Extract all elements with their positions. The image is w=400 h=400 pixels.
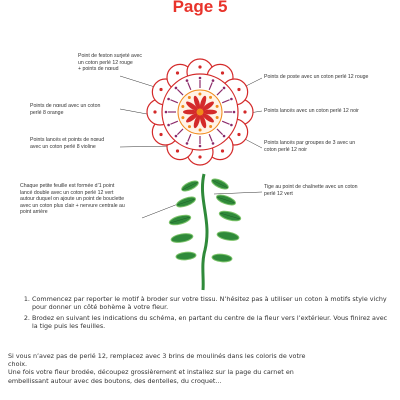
red-knot (221, 71, 224, 74)
label-feuille: Chaque petite feuille est formée d’1 point lancé double avec un coton perlé 12 vert autour duquel on ajoute un point de bouclette avec un coton plus clair + nervure centrale au point arrière (20, 183, 125, 216)
violine-knot (175, 87, 178, 90)
leaf (216, 230, 239, 242)
violine-knot (186, 142, 189, 145)
violine-knot (167, 124, 170, 127)
orange-knot (216, 105, 219, 108)
violine-knot (199, 77, 202, 80)
violine-knot (165, 111, 168, 114)
instruction-step: 2. Brodez en suivant les indications du schéma, en partant du centre de la fleur vers l’extérieur. Vous finirez avec la tige puis les feuilles. (32, 315, 392, 330)
instructions (14, 296, 392, 334)
pointer-feuille (142, 204, 178, 218)
orange-knot (209, 96, 212, 99)
label-lances-violine: Points lancés et points de nœud avec un coton perlé 8 violine (30, 137, 105, 150)
note-line: choix. (8, 360, 28, 369)
red-knot (243, 110, 246, 113)
note-line: Une fois votre fleur brodée, découpez grossièrement et installez sur la page du carnet en (8, 368, 294, 377)
red-knot (237, 88, 240, 91)
orange-knot (216, 116, 219, 119)
orange-knot (209, 125, 212, 128)
pointer-tige (214, 192, 262, 194)
label-tige: Tige au point de chaînette avec un coton perlé 12 vert (264, 184, 358, 197)
leaf (176, 251, 197, 260)
violine-knot (223, 87, 226, 90)
red-knot (176, 149, 179, 152)
note-line: embellissant autour avec des boutons, des dentelles, du croquet... (8, 376, 222, 385)
label-poste: Points de poste avec un coton perlé 12 rouge (264, 74, 369, 80)
red-knot (176, 71, 179, 74)
leaf (212, 253, 233, 262)
violine-knot (186, 79, 189, 82)
red-knot (159, 88, 162, 91)
label-feston: Point de feston surjeté avec un coton perlé 12 rouge + points de nœud (78, 53, 143, 73)
note-line: Si vous n’avez pas de perlé 12, remplacez avec 3 brins de moulinés dans les coloris de votre (8, 352, 306, 360)
violine-knot (230, 124, 233, 127)
red-knot (153, 110, 156, 113)
pointer-feston (120, 76, 158, 88)
orange-knot (199, 128, 202, 131)
stem (202, 174, 207, 290)
flower (147, 59, 253, 165)
label-noeud-orange: Points de nœud avec un coton perlé 8 orange (30, 103, 101, 116)
pointer-lances-violine (120, 146, 174, 147)
leaf (170, 232, 193, 244)
notes (8, 352, 396, 385)
orange-knot (181, 105, 184, 108)
violine-knot (175, 135, 178, 138)
orange-knot (188, 96, 191, 99)
violine-knot (233, 111, 236, 114)
red-knot (159, 133, 162, 136)
instruction-step: 1. Commencez par reporter le motif à broder sur votre tissu. N’hésitez pas à utiliser un coton à motifs style vichy pour donner un côté bohème à votre fleur. (32, 296, 392, 311)
red-knot (237, 133, 240, 136)
page-title: Page 5 (172, 0, 228, 16)
label-lances-groupes: Points lancés par groupes de 3 avec un coton perlé 12 noir (264, 140, 356, 153)
orange-knot (181, 116, 184, 119)
violine-knot (230, 98, 233, 101)
flower-center (196, 108, 204, 116)
red-knot (198, 155, 201, 158)
orange-knot (198, 93, 201, 96)
violine-knot (212, 79, 215, 82)
violine-knot (212, 142, 215, 145)
red-knot (221, 149, 224, 152)
violine-knot (199, 145, 202, 148)
label-lances-noir: Points lancés avec un coton perlé 12 noir (264, 108, 359, 114)
violine-knot (223, 135, 226, 138)
red-knot (198, 65, 201, 68)
violine-knot (167, 98, 170, 101)
orange-knot (188, 125, 191, 128)
